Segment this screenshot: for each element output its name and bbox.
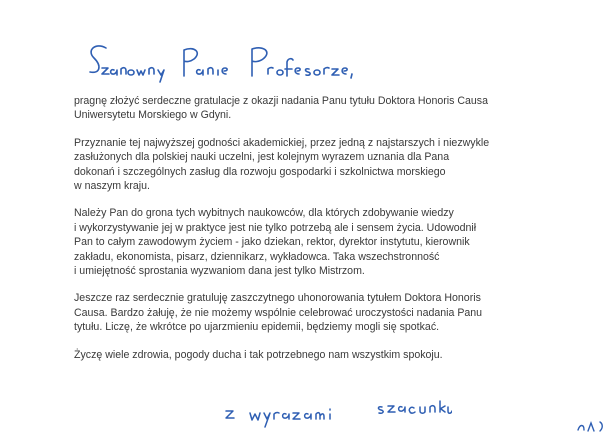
letter-body bbox=[74, 94, 544, 375]
text-line: Należy Pan do grona tych wybitnych naukowców, dla których zdobywanie wiedzy bbox=[74, 207, 454, 220]
handwritten-closing bbox=[222, 393, 452, 433]
handwritten-fragment-ink bbox=[574, 418, 614, 433]
text-line: w naszym kraju. bbox=[74, 180, 150, 193]
handwritten-closing-ink bbox=[222, 393, 452, 433]
text-line: Uniwersytetu Morskiego w Gdyni. bbox=[74, 109, 232, 122]
text-line: zasłużonych dla polskiej nauki uczelni, jest kolejnym wyrazem uznania dla Pana bbox=[74, 151, 450, 164]
handwritten-salutation-ink bbox=[84, 40, 424, 90]
text-line: Jeszcze raz serdecznie gratuluję zaszczytnego uhonorowania tytułem Doktora Honoris bbox=[74, 292, 481, 305]
text-line: i wykorzystywanie jej w praktyce jest nie tylko potrzebą ale i sensem życia. Udowodnił bbox=[74, 221, 477, 234]
text-line: pragnę złożyć serdeczne gratulacje z okazji nadania Panu tytułu Doktora Honoris Causa bbox=[74, 95, 488, 107]
text-line: Przyznanie tej najwyższej godności akademickiej, przez jedną z najstarszych i niezwykle bbox=[74, 136, 490, 149]
paragraph-wishes bbox=[74, 348, 544, 362]
paragraph-regret bbox=[74, 291, 544, 334]
text-line: tytułu. Liczę, że wkrótce po ujarzmieniu epidemii, będziemy mogli się spotkać. bbox=[74, 321, 440, 334]
text-line: Causa. Bardzo żałuję, że nie możemy wspólnie celebrować uroczystości nadania Panu bbox=[74, 306, 483, 319]
text-line: Życzę wiele zdrowia, pogody ducha i tak potrzebnego nam wszystkim spokoju. bbox=[74, 348, 443, 361]
text-line: zakładu, ekonomista, pisarz, dziennikarz, wykładowca. Taka wszechstronność bbox=[74, 250, 440, 263]
handwritten-salutation bbox=[84, 40, 424, 90]
text-line: i umiejętność sprostania wyzwaniom dana jest tylko Mistrzom. bbox=[74, 265, 365, 278]
text-line: Pan to całym zawodowym życiem - jako dziekan, rektor, dyrektor instytutu, kierownik bbox=[74, 236, 470, 249]
paragraph-achievements bbox=[74, 206, 544, 278]
paragraph-congratulations bbox=[74, 94, 544, 123]
handwritten-fragment bbox=[574, 418, 614, 433]
text-line: dokonań i szczególnych zasług dla rozwoju gospodarki i szkolnictwa morskiego bbox=[74, 165, 446, 178]
paragraph-recognition bbox=[74, 136, 544, 194]
